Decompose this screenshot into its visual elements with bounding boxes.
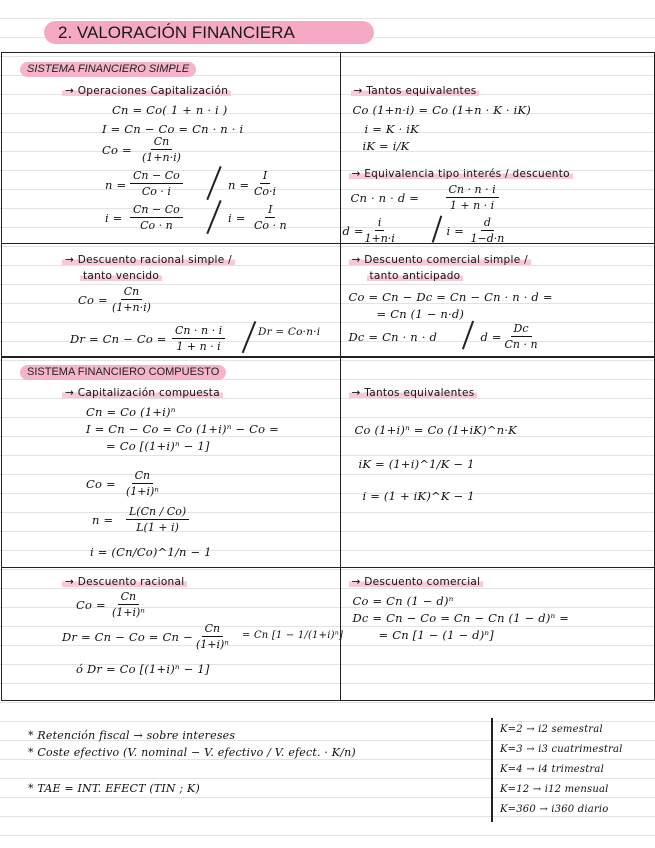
formula-ik: iK = i/K [362, 139, 410, 153]
heading-tanto-vencido: tanto vencido [80, 270, 162, 282]
formula-interes: I = Cn − Co = Cn · n · i [102, 122, 244, 136]
formula-interes-compuesto: I = Cn − Co = Co (1+i)ⁿ − Co = [86, 422, 279, 436]
freq-item: K=3 → i3 cuatrimestral [500, 744, 623, 755]
freq-item: K=12 → i12 mensual [500, 784, 609, 795]
formula-i-lhs: i = [105, 211, 123, 225]
compuesto-equivalentes-cell [340, 356, 655, 568]
formula-n-fraction: $\frac{L(Cn / Co)}{L(1 + i)}$ [126, 505, 189, 534]
formula-co-lhs: Co = [102, 143, 132, 157]
formula-dr-fraction: $\frac{Cn}{\text{(1+i)ⁿ}}$ [196, 621, 229, 651]
heading-equivalencia-tipo: → Equivalencia tipo interés / descuento [349, 168, 573, 180]
formula-n2-lhs: n = [228, 178, 250, 192]
formula-cn-compuesto: Cn = Co (1+i)ⁿ [86, 405, 176, 419]
formula-dc-compuesto-b: = Cn [1 − (1 − d)ⁿ] [378, 627, 494, 642]
formula-cnnd-lhs: Cn · n · d = [350, 191, 420, 205]
formula-dc: Dc = Cn · n · d [348, 329, 438, 344]
formula-cn: Cn = Co( 1 + n · i ) [112, 103, 228, 117]
formula-co-comercial: Co = Cn − Dc = Cn − Cn · n · d = [348, 289, 553, 304]
heading-descuento-racional: → Descuento racional [62, 576, 187, 588]
simple-equivalentes-cell [340, 52, 655, 244]
compuesto-capitalizacion-cell [1, 356, 341, 568]
formula-d-fraction: $\frac{Dc}{Cn \cdot n}$ [504, 321, 538, 351]
formula-co-fraction: $\frac{Cn}{\text{(1+i)ⁿ}}$ [112, 589, 145, 619]
formula-d-lhs: d = [480, 329, 502, 344]
formula-n-lhs: n = [92, 513, 114, 527]
compuesto-comercial-cell [340, 567, 655, 701]
page-title: 2. VALORACIÓN FINANCIERA [44, 21, 374, 44]
section-label-compuesto: SISTEMA FINANCIERO COMPUESTO [20, 365, 226, 380]
formula-interes-compuesto-b: = Co [(1+i)ⁿ − 1] [106, 439, 210, 453]
formula-cnnd-fraction: $\frac{Cn \cdot n \cdot i}{1 + n \cdot i}$ [446, 183, 499, 212]
note-tae: * TAE = INT. EFECT (TIN ; K) [28, 782, 200, 795]
formula-dr-lhs: Dr = Cn − Co = [70, 331, 167, 346]
divider-slash [242, 320, 256, 352]
heading-tantos-equivalentes-compuesto: → Tantos equivalentes [349, 387, 478, 399]
formula-i-from-ik: i = (1 + iK)^K − 1 [362, 489, 475, 503]
formula-co-comercial: Co = Cn (1 − d)ⁿ [352, 593, 454, 608]
divider-slash [461, 320, 473, 349]
formula-dc-compuesto: Dc = Cn − Co = Cn − Cn (1 − d)ⁿ = [352, 610, 570, 625]
compuesto-racional-cell [1, 567, 344, 701]
freq-item: K=4 → i4 trimestral [500, 764, 604, 775]
formula-co-lhs: Co = [76, 597, 106, 612]
formula-co-comercial-b: = Cn (1 − n·d) [376, 306, 465, 321]
section-label-simple: SISTEMA FINANCIERO SIMPLE [20, 62, 196, 77]
heading-capitalizacion-compuesta: → Capitalización compuesta [62, 387, 223, 399]
heading-descuento-comercial: → Descuento comercial [349, 576, 484, 588]
note-coste-efectivo: * Coste efectivo (V. nominal − V. efectivo / V. efect. · K/n) [28, 746, 356, 759]
formula-co-fraction: $\frac{Cn}{(1+n\cdot i)}$ [112, 284, 151, 314]
formula-equivalencia: Co (1+n·i) = Co (1+n · K · iK) [352, 103, 531, 117]
simple-racional-cell [1, 243, 341, 358]
simple-comercial-cell [340, 243, 655, 358]
formula-d-lhs: d = [342, 224, 364, 238]
heading-descuento-racional-simple: → Descuento racional simple / [62, 254, 235, 266]
formula-ik-compuesto: iK = (1+i)^1/K − 1 [358, 457, 475, 471]
formula-i-from-d-lhs: i = [446, 224, 465, 238]
formula-n2-fraction: $\frac{I}{Co\cdot i}$ [254, 169, 277, 198]
formula-co-lhs: Co = [78, 292, 108, 307]
formula-i2-fraction: $\frac{I}{Co \cdot n}$ [254, 203, 287, 232]
heading-capitalizacion: → Operaciones Capitalización [62, 85, 231, 97]
formula-dr-rhs: = Cn [1 − 1/(1+i)ⁿ] [242, 629, 344, 641]
formula-dr-lhs: Dr = Cn − Co = Cn − [62, 629, 193, 644]
heading-descuento-comercial-simple: → Descuento comercial simple / [349, 254, 531, 266]
heading-tantos-equivalentes: → Tantos equivalentes [351, 85, 480, 97]
formula-n-fraction: $\frac{Cn - Co}{Co \cdot i}$ [130, 169, 183, 198]
freq-item: K=2 → i2 semestral [500, 724, 603, 735]
formula-i-compuesto: i = (Cn/Co)^1/n − 1 [90, 545, 212, 559]
simple-capitalizacion-cell [1, 52, 341, 244]
freq-item: K=360 → i360 diario [500, 804, 609, 815]
divider-slash [206, 200, 221, 234]
formula-i-fraction: $\frac{Cn - Co}{Co \cdot n}$ [130, 203, 183, 232]
formula-equivalencia-compuesto: Co (1+i)ⁿ = Co (1+iK)^n·K [354, 423, 517, 437]
formula-i-from-d-fraction: $\frac{d}{1-d\cdot n}$ [470, 216, 505, 245]
note-retencion: * Retención fiscal → sobre intereses [28, 729, 236, 742]
formula-co-fraction: $\frac{Cn}{\text{(1+i)ⁿ}}$ [126, 469, 159, 498]
formula-dr-alt: Dr = Co·n·i [258, 325, 321, 338]
formula-i-k: i = K · iK [364, 122, 419, 136]
frequency-divider [491, 718, 493, 822]
formula-dr-alt: ó Dr = Co [(1+i)ⁿ − 1] [76, 661, 210, 676]
formula-d-fraction: $\frac{i}{1+n\cdot i}$ [364, 216, 395, 245]
divider-slash [431, 215, 441, 242]
formula-co-fraction: $\frac{Cn}{(1+n\cdot i)}$ [142, 135, 181, 164]
formula-i2-lhs: i = [228, 211, 246, 225]
formula-co-lhs: Co = [86, 477, 116, 491]
formula-n-lhs: n = [105, 178, 127, 192]
divider-slash [206, 166, 221, 200]
heading-tanto-anticipado: tanto anticipado [367, 270, 464, 282]
formula-dr-fraction: $\frac{Cn \cdot n \cdot i}{1 + n \cdot i}$ [172, 324, 225, 353]
